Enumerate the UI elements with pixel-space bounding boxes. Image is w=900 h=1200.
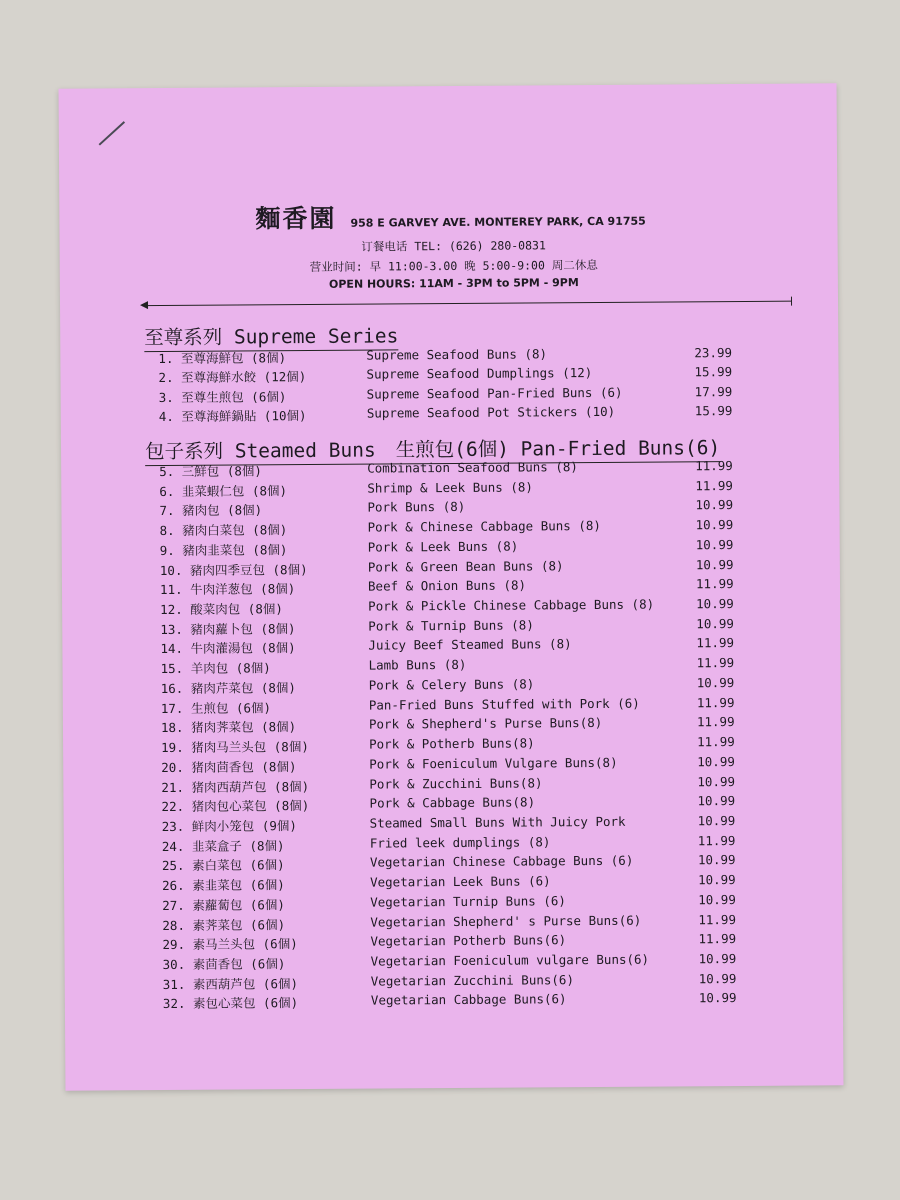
item-name-english: Supreme Seafood Pot Stickers (10) (366, 403, 616, 421)
item-name-chinese: 29. 素马兰头包 (6個) (162, 936, 298, 953)
item-price: 11.99 (696, 694, 735, 710)
item-price: 11.99 (695, 458, 733, 474)
item-price: 10.99 (695, 556, 734, 572)
pen-mark (99, 121, 125, 145)
item-name-english: Pork & Zucchini Buns(8) (369, 774, 543, 792)
item-name-chinese: 28. 素荠菜包 (6個) (162, 916, 286, 933)
item-price: 10.99 (697, 812, 736, 829)
item-price: 10.99 (697, 852, 736, 868)
item-price: 10.99 (696, 615, 734, 632)
item-name-english: Lamb Buns (8) (368, 657, 467, 673)
menu-item (61, 402, 839, 427)
item-name-english: Pork & Leek Buns (8) (367, 538, 519, 555)
restaurant-address: 958 E GARVEY AVE. MONTEREY PARK, CA 91755 (350, 214, 646, 230)
item-name-chinese: 13. 豬肉蘿卜包 (8個) (160, 620, 296, 637)
item-price: 10.99 (697, 872, 736, 888)
restaurant-name: 麵香園 (255, 203, 337, 234)
item-price: 11.99 (696, 635, 735, 651)
item-price: 10.99 (697, 753, 735, 770)
item-name-chinese: 5. 三鮮包 (8個) (159, 463, 262, 480)
item-price: 15.99 (694, 402, 733, 419)
item-name-english: Vegetarian Chinese Cabbage Buns (6) (369, 853, 634, 870)
item-name-english: Pan-Fried Buns Stuffed with Pork (6) (368, 695, 640, 713)
item-name-chinese: 32. 素包心菜包 (6個) (162, 995, 299, 1012)
phone-line: 订餐电话 TEL: (626) 280-0831 (361, 238, 546, 254)
item-name-chinese: 21. 猪肉西葫芦包 (8個) (161, 778, 310, 795)
item-name-english: Vegetarian Zucchini Buns(6) (370, 971, 574, 989)
item-name-english: Steamed Small Buns With Juicy Pork (369, 813, 626, 831)
item-name-english: Pork & Chinese Cabbage Buns (8) (367, 518, 601, 535)
item-price: 11.99 (698, 911, 737, 927)
item-name-english: Supreme Seafood Dumplings (12) (366, 365, 593, 382)
section-title-text: 包子系列 Steamed Buns (144, 438, 376, 464)
item-name-english: Pork & Pickle Chinese Cabbage Buns (8) (368, 596, 655, 614)
item-name-chinese: 23. 鲜肉小笼包 (9個) (161, 818, 297, 834)
item-name-english: Pork & Potherb Buns(8) (369, 735, 535, 752)
item-price: 17.99 (694, 383, 733, 399)
item-name-english: Combination Seafood Buns (8) (367, 459, 578, 476)
hours-chinese: 营业时间: 早 11:00-3.00 晚 5:00-9:00 周二休息 (309, 257, 598, 274)
item-price: 10.99 (695, 536, 734, 553)
item-name-chinese: 19. 猪肉马兰头包 (8個) (161, 739, 309, 756)
hours-english: OPEN HOURS: 11AM - 3PM to 5PM - 9PM (328, 276, 579, 291)
item-price: 15.99 (694, 364, 733, 380)
item-name-english: Pork & Celery Buns (8) (368, 676, 535, 693)
item-price: 11.99 (696, 714, 735, 730)
item-price: 10.99 (698, 970, 737, 986)
item-name-chinese: 7. 豬肉包 (8個) (159, 502, 263, 519)
header-divider-arrow (142, 301, 792, 307)
item-name-chinese: 14. 牛肉灌湯包 (8個) (160, 640, 296, 657)
item-name-english: Vegetarian Potherb Buns(6) (370, 932, 567, 949)
item-price: 10.99 (696, 596, 734, 612)
item-price: 11.99 (695, 477, 733, 494)
item-name-english: Pork & Green Bean Buns (8) (367, 557, 564, 575)
item-name-chinese: 24. 韭菜盒子 (8個) (161, 837, 285, 854)
item-name-chinese: 2. 至尊海鮮水餃 (12個) (158, 369, 307, 386)
item-name-english: Vegetarian Foeniculum vulgare Buns(6) (370, 951, 650, 969)
item-price: 10.99 (696, 674, 735, 691)
item-name-chinese: 10. 豬肉四季豆包 (8個) (159, 561, 308, 578)
item-name-chinese: 25. 素白菜包 (6個) (161, 857, 285, 874)
item-name-chinese: 30. 素茴香包 (6個) (162, 956, 286, 973)
item-name-chinese: 22. 猪肉包心菜包 (8個) (161, 798, 310, 815)
menu-header (255, 197, 646, 236)
item-name-english: Fried leek dumplings (8) (369, 833, 551, 851)
item-name-english: Supreme Seafood Pan-Fried Buns (6) (366, 384, 623, 402)
item-price: 10.99 (698, 990, 737, 1006)
item-name-english: Pork & Shepherd's Purse Buns(8) (368, 715, 603, 732)
item-name-chinese: 26. 素韭菜包 (6個) (162, 877, 285, 894)
item-name-chinese: 9. 豬肉韭菜包 (8個) (159, 542, 288, 558)
section-title-text: 至尊系列 Supreme Series (144, 324, 399, 350)
item-name-english: Pork & Cabbage Buns(8) (369, 794, 536, 811)
item-name-chinese: 4. 至尊海鮮鍋貼 (10個) (158, 407, 307, 424)
item-name-english: Vegetarian Shepherd' s Purse Buns(6) (370, 912, 642, 930)
item-name-english: Pork Buns (8) (367, 499, 466, 516)
item-price: 11.99 (697, 832, 736, 848)
item-name-english: Pork & Foeniculum Vulgare Buns(8) (369, 754, 618, 772)
item-name-chinese: 16. 豬肉芹菜包 (8個) (160, 679, 296, 696)
item-price: 10.99 (695, 517, 734, 533)
item-price: 10.99 (698, 951, 737, 967)
item-name-english: Vegetarian Leek Buns (6) (370, 873, 551, 890)
item-price: 11.99 (698, 931, 737, 947)
item-price: 11.99 (697, 734, 735, 750)
item-price: 10.99 (697, 793, 736, 809)
item-name-english: Vegetarian Turnip Buns (6) (370, 893, 566, 910)
menu-item (65, 990, 843, 1015)
menu-sheet (59, 83, 844, 1090)
item-name-english: Vegetarian Cabbage Buns(6) (370, 991, 567, 1009)
item-name-english: Juicy Beef Steamed Buns (8) (368, 636, 572, 654)
item-price: 23.99 (694, 345, 733, 361)
item-name-chinese: 1. 至尊海鮮包 (8個) (158, 350, 287, 367)
item-name-english: Supreme Seafood Buns (8) (366, 346, 548, 363)
item-price: 11.99 (695, 576, 734, 592)
item-price: 11.99 (696, 655, 735, 671)
item-name-chinese: 15. 羊肉包 (8個) (160, 660, 271, 677)
item-name-chinese: 17. 生煎包 (6個) (160, 699, 272, 716)
item-name-chinese: 11. 牛肉洋葱包 (8個) (159, 581, 296, 598)
item-name-chinese: 31. 素西葫芦包 (6個) (162, 975, 299, 992)
item-price: 10.99 (695, 497, 734, 513)
section-title-pan-fried: 生煎包(6個) Pan-Fried Buns(6) (395, 436, 721, 462)
item-price: 10.99 (698, 891, 736, 908)
item-name-chinese: 8. 豬肉白菜包 (8個) (159, 522, 288, 539)
item-name-english: Shrimp & Leek Buns (8) (367, 479, 533, 496)
item-name-chinese: 3. 至尊生煎包 (6個) (158, 388, 287, 405)
item-name-english: Beef & Onion Buns (8) (367, 577, 527, 594)
item-price: 10.99 (697, 773, 736, 789)
item-name-chinese: 6. 韭菜蝦仁包 (8個) (159, 482, 288, 499)
item-name-chinese: 12. 酸菜肉包 (8個) (160, 601, 283, 618)
item-name-chinese: 18. 猪肉荠菜包 (8個) (160, 719, 297, 736)
item-name-chinese: 27. 素蘿蔔包 (6個) (162, 896, 285, 913)
item-name-english: Pork & Turnip Buns (8) (368, 617, 534, 634)
item-name-chinese: 20. 猪肉茴香包 (8個) (161, 758, 297, 775)
